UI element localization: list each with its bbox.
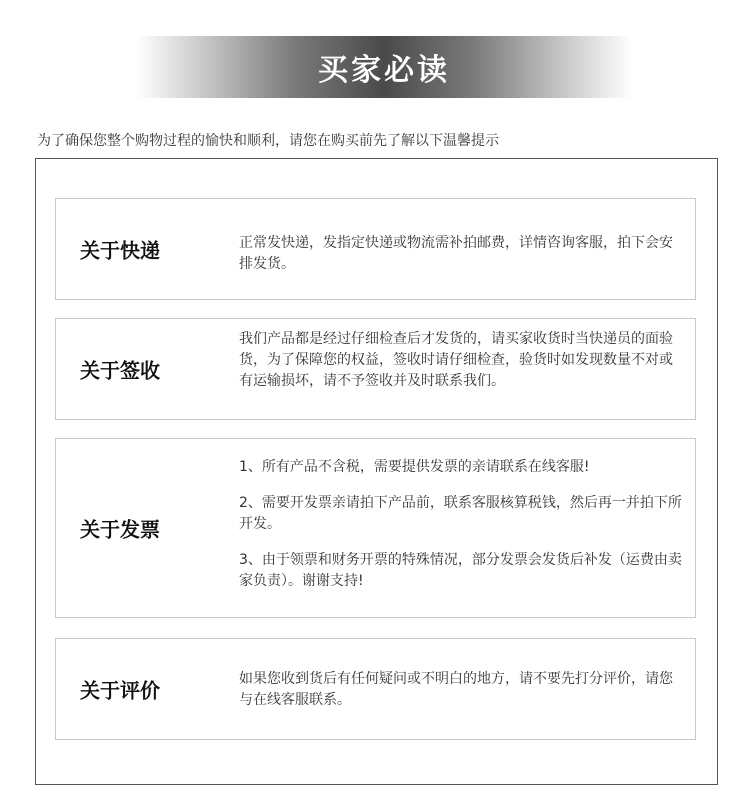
section-body (239, 329, 685, 392)
page-title: 买家必读 (318, 53, 450, 88)
section-body (239, 669, 685, 711)
section-paragraph: 我们产品都是经过仔细检查后才发货的，请买家收货时当快递员的面验货，为了保障您的权益，签收时请仔细检查，验货时如发现数量不对或有运输损坏，请不予签收并及时联系我们。 (239, 331, 673, 389)
section-paragraph: 1、所有产品不含税，需要提供发票的亲请联系在线客服! (239, 459, 590, 475)
section-paragraph: 如果您收到货后有任何疑问或不明白的地方，请不要先打分评价，请您与在线客服联系。 (239, 671, 673, 708)
section-receipt (55, 318, 696, 420)
section-title: 关于发票 (80, 517, 160, 542)
section-review (55, 638, 696, 740)
section-body (239, 233, 685, 275)
section-title: 关于签收 (80, 358, 160, 383)
section-title: 关于快递 (80, 238, 160, 263)
section-invoice (55, 438, 696, 618)
header-banner (136, 36, 632, 98)
intro-text: 为了确保您整个购物过程的愉快和顺利，请您在购买前先了解以下温馨提示 (37, 133, 499, 149)
section-body (239, 457, 685, 592)
section-paragraph: 正常发快递，发指定快递或物流需补拍邮费，详情咨询客服，拍下会安排发货。 (239, 235, 673, 272)
section-title: 关于评价 (80, 678, 160, 703)
section-paragraph: 3、由于领票和财务开票的特殊情况，部分发票会发货后补发（运费由卖家负责）。谢谢支持! (239, 552, 682, 589)
section-shipping (55, 198, 696, 300)
section-paragraph: 2、需要开发票亲请拍下产品前，联系客服核算税钱，然后再一并拍下所开发。 (239, 495, 682, 532)
